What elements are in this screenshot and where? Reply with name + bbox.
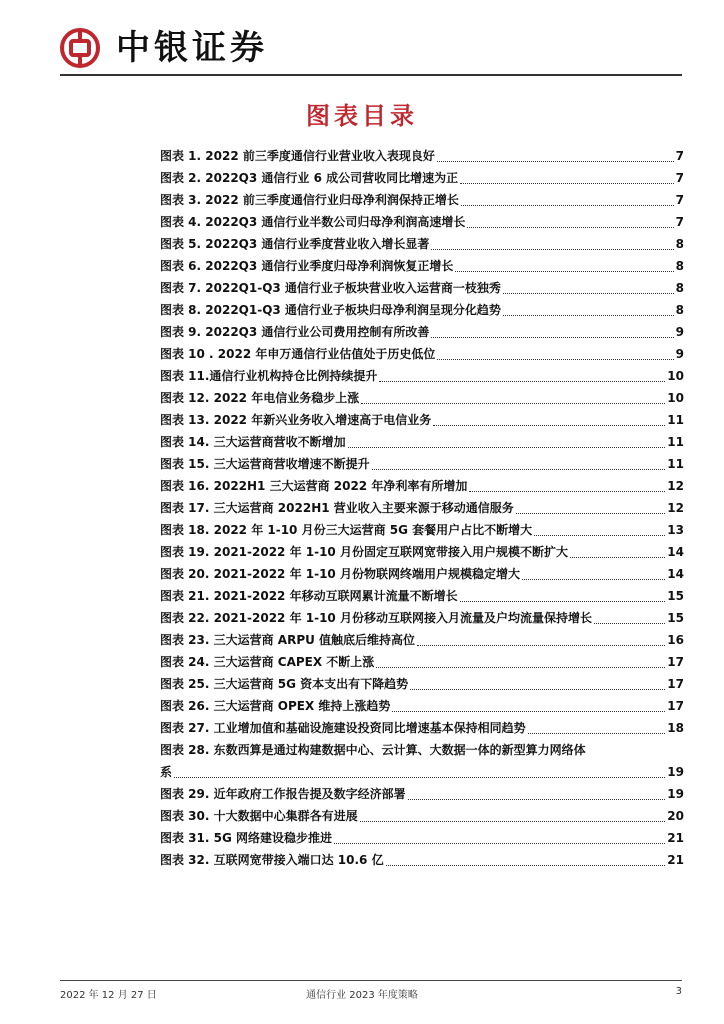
toc-entry-page: 11 (667, 413, 684, 427)
toc-entry-page: 8 (675, 237, 684, 251)
toc-entry[interactable] (160, 695, 684, 717)
toc-entry-label: 图表 1. 2022 前三季度通信行业营业收入表现良好 (160, 149, 435, 163)
toc-entry[interactable] (160, 629, 684, 651)
toc-entry-page: 15 (667, 589, 684, 603)
toc-entry-page: 11 (667, 457, 684, 471)
toc-entry[interactable] (160, 519, 684, 541)
toc-entry[interactable] (160, 673, 684, 695)
toc-entry-label: 图表 32. 互联网宽带接入端口达 10.6 亿 (160, 853, 384, 867)
toc-entry[interactable] (160, 585, 684, 607)
footer-report-name: 通信行业 2023 年度策略 (306, 990, 418, 1001)
toc-entry[interactable] (160, 233, 684, 255)
dot-leader (460, 182, 674, 184)
toc-entry-page: 17 (667, 699, 684, 713)
toc-entry[interactable] (160, 827, 684, 849)
toc-entry[interactable] (160, 387, 684, 409)
dot-leader (534, 534, 665, 536)
dot-leader (174, 776, 665, 778)
toc-entry-label: 图表 6. 2022Q3 通信行业季度归母净利润恢复正增长 (160, 259, 454, 273)
toc-entry[interactable] (160, 849, 684, 871)
toc-entry-page: 17 (667, 677, 684, 691)
toc-entry[interactable] (160, 189, 684, 211)
toc-entry-label: 图表 28. 东数西算是通过构建数据中心、云计算、大数据一体的新型算力网络体 (160, 743, 586, 757)
toc-entry-page: 14 (667, 545, 684, 559)
toc-entry-page: 13 (667, 523, 684, 537)
toc-entry-label: 图表 27. 工业增加值和基础设施建设投资同比增速基本保持相同趋势 (160, 721, 526, 735)
toc-entry[interactable] (160, 299, 684, 321)
toc-entry-label: 图表 18. 2022 年 1-10 月份三大运营商 5G 套餐用户占比不断增大 (160, 523, 533, 537)
toc-entry-label: 图表 21. 2021-2022 年移动互联网累计流量不断增长 (160, 589, 458, 603)
dot-leader (334, 842, 665, 844)
toc-entry[interactable] (160, 321, 684, 343)
toc-entry[interactable] (160, 717, 684, 739)
toc-entry-page: 21 (667, 853, 684, 867)
toc-entry-page: 7 (675, 215, 684, 229)
toc-entry-label: 图表 26. 三大运营商 OPEX 维持上涨趋势 (160, 699, 391, 713)
dot-leader (461, 204, 674, 206)
toc-entry-label: 图表 22. 2021-2022 年 1-10 月份移动互联网接入月流量及户均流量保持增长 (160, 611, 592, 625)
dot-leader (379, 380, 665, 382)
dot-leader (437, 358, 673, 360)
dot-leader (410, 688, 665, 690)
toc-entry-label: 图表 17. 三大运营商 2022H1 营业收入主要来源于移动通信服务 (160, 501, 514, 515)
brand-name: 中银证券 (116, 28, 268, 68)
toc-entry-label: 图表 15. 三大运营商营收增速不断提升 (160, 457, 370, 471)
toc-entry[interactable] (160, 739, 684, 783)
toc-entry-page: 19 (667, 765, 684, 779)
footer-date: 2022 年 12 月 27 日 (60, 990, 157, 1001)
dot-leader (431, 336, 673, 338)
toc-entry-page: 7 (675, 171, 684, 185)
toc-entry[interactable] (160, 497, 684, 519)
toc-entry-page: 16 (667, 633, 684, 647)
toc-entry-label: 图表 23. 三大运营商 ARPU 值触底后维持高位 (160, 633, 416, 647)
toc-entry-label: 图表 20. 2021-2022 年 1-10 月份物联网终端用户规模稳定增大 (160, 567, 520, 581)
toc-entry-label: 图表 2. 2022Q3 通信行业 6 成公司营收同比增速为正 (160, 171, 459, 185)
dot-leader (455, 270, 673, 272)
toc-entry-page: 11 (667, 435, 684, 449)
toc-entry-page: 9 (675, 347, 684, 361)
toc-entry-label-continued: 系 (160, 765, 173, 779)
toc-entry-page: 21 (667, 831, 684, 845)
toc-entry-label: 图表 25. 三大运营商 5G 资本支出有下降趋势 (160, 677, 409, 691)
toc-entry-page: 15 (667, 611, 684, 625)
dot-leader (360, 820, 666, 822)
toc-entry-label: 图表 29. 近年政府工作报告提及数字经济部署 (160, 787, 406, 801)
dot-leader (433, 424, 665, 426)
page-header (60, 22, 680, 72)
toc-entry-label: 图表 24. 三大运营商 CAPEX 不断上涨 (160, 655, 375, 669)
toc-entry[interactable] (160, 475, 684, 497)
dot-leader (417, 644, 665, 646)
toc-entry-page: 8 (675, 281, 684, 295)
dot-leader (528, 732, 666, 734)
dot-leader (392, 710, 665, 712)
dot-leader (467, 226, 673, 228)
toc-entry[interactable] (160, 607, 684, 629)
toc-entry[interactable] (160, 277, 684, 299)
bank-of-china-logo-icon (60, 28, 100, 68)
dot-leader (469, 490, 665, 492)
toc-entry-page: 12 (667, 501, 684, 515)
dot-leader (503, 314, 674, 316)
dot-leader (408, 798, 666, 800)
toc-entry[interactable] (160, 255, 684, 277)
toc-entry[interactable] (160, 541, 684, 563)
dot-leader (348, 446, 666, 448)
dot-leader (437, 160, 674, 162)
dot-leader (570, 556, 665, 558)
table-of-figures (160, 145, 684, 871)
toc-entry-page: 8 (675, 303, 684, 317)
toc-entry-label: 图表 8. 2022Q1-Q3 通信行业子板块归母净利润呈现分化趋势 (160, 303, 501, 317)
toc-entry[interactable] (160, 431, 684, 453)
toc-entry-page: 19 (667, 787, 684, 801)
toc-entry-page: 8 (675, 259, 684, 273)
toc-entry[interactable] (160, 145, 684, 167)
toc-entry-page: 12 (667, 479, 684, 493)
header-divider (60, 74, 682, 76)
toc-entry-label: 图表 7. 2022Q1-Q3 通信行业子板块营业收入运营商一枝独秀 (160, 281, 501, 295)
dot-leader (516, 512, 666, 514)
toc-entry-page: 20 (667, 809, 684, 823)
toc-entry-label: 图表 11.通信行业机构持仓比例持续提升 (160, 369, 378, 383)
toc-entry[interactable] (160, 783, 684, 805)
toc-entry[interactable] (160, 365, 684, 387)
toc-entry-page: 7 (675, 193, 684, 207)
toc-entry[interactable] (160, 211, 684, 233)
dot-leader (372, 468, 666, 470)
dot-leader (361, 402, 665, 404)
toc-entry-label: 图表 14. 三大运营商营收不断增加 (160, 435, 346, 449)
toc-entry-page: 18 (667, 721, 684, 735)
dot-leader (386, 864, 666, 866)
dot-leader (594, 622, 665, 624)
toc-entry-label: 图表 12. 2022 年电信业务稳步上涨 (160, 391, 360, 405)
toc-entry-label: 图表 4. 2022Q3 通信行业半数公司归母净利润高速增长 (160, 215, 466, 229)
toc-entry[interactable] (160, 651, 684, 673)
toc-entry-page: 9 (675, 325, 684, 339)
toc-entry[interactable] (160, 167, 684, 189)
dot-leader (522, 578, 665, 580)
toc-entry[interactable] (160, 453, 684, 475)
toc-entry-page: 10 (667, 369, 684, 383)
toc-entry[interactable] (160, 563, 684, 585)
toc-entry-label: 图表 9. 2022Q3 通信行业公司费用控制有所改善 (160, 325, 430, 339)
dot-leader (460, 600, 666, 602)
toc-entry-page: 7 (675, 149, 684, 163)
toc-entry-page: 10 (667, 391, 684, 405)
toc-entry-label: 图表 31. 5G 网络建设稳步推进 (160, 831, 332, 845)
toc-entry-label: 图表 10 . 2022 年申万通信行业估值处于历史低位 (160, 347, 436, 361)
toc-entry[interactable] (160, 409, 684, 431)
dot-leader (503, 292, 674, 294)
dot-leader (376, 666, 665, 668)
toc-entry[interactable] (160, 805, 684, 827)
page-title: 图表目录 (306, 102, 418, 130)
toc-entry-label: 图表 13. 2022 年新兴业务收入增速高于电信业务 (160, 413, 432, 427)
footer-page-number: 3 (675, 986, 682, 997)
toc-entry[interactable] (160, 343, 684, 365)
toc-entry-page: 14 (667, 567, 684, 581)
toc-entry-label: 图表 19. 2021-2022 年 1-10 月份固定互联网宽带接入用户规模不断扩大 (160, 545, 568, 559)
toc-entry-label: 图表 3. 2022 前三季度通信行业归母净利润保持正增长 (160, 193, 459, 207)
toc-entry-label: 图表 5. 2022Q3 通信行业季度营业收入增长显著 (160, 237, 430, 251)
toc-entry-label: 图表 16. 2022H1 三大运营商 2022 年净利率有所增加 (160, 479, 468, 493)
footer-divider (60, 980, 682, 981)
toc-entry-label: 图表 30. 十大数据中心集群各有进展 (160, 809, 358, 823)
dot-leader (431, 248, 673, 250)
toc-entry-page: 17 (667, 655, 684, 669)
